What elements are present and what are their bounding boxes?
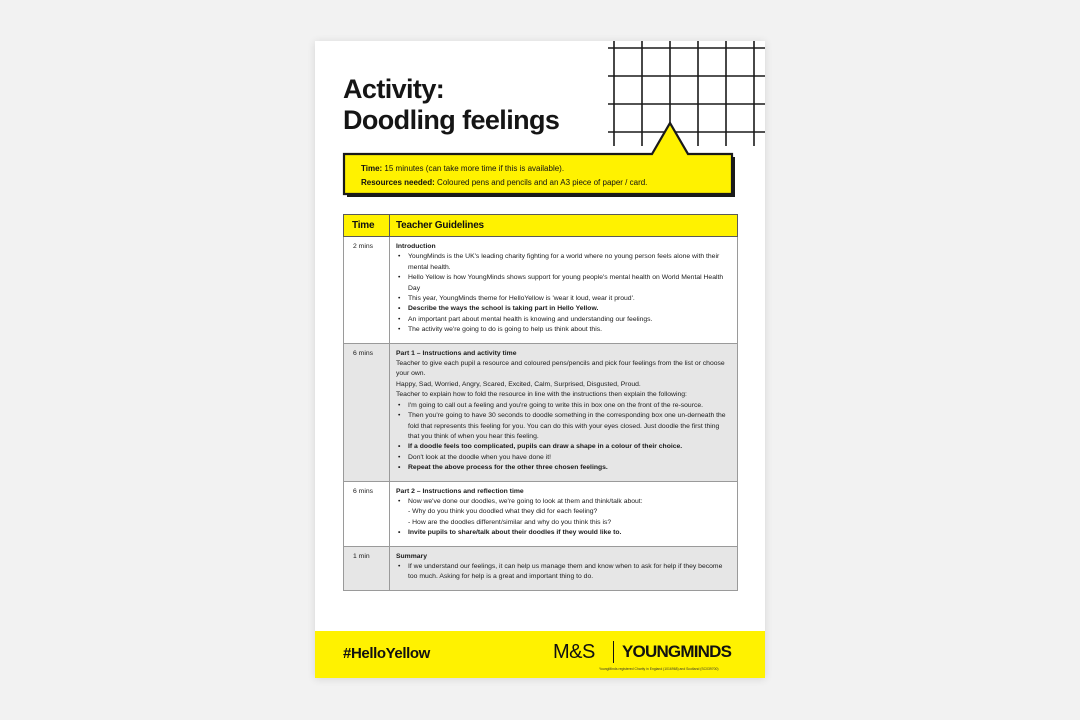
row-time: 6 mins bbox=[344, 343, 390, 481]
partner-logo: M&S bbox=[553, 641, 595, 663]
guideline-list bbox=[396, 401, 731, 474]
table-header-row bbox=[344, 215, 738, 237]
guideline-list bbox=[396, 497, 731, 539]
table-row bbox=[344, 481, 738, 546]
hashtag: #HelloYellow bbox=[343, 645, 430, 662]
resources-label: Resources needed: bbox=[361, 178, 435, 187]
title-line-2: Doodling feelings bbox=[343, 105, 560, 135]
list-item: • Now we've done our doodles, we're going to look at them and think/talk about: bbox=[396, 497, 731, 507]
list-item: - Why do you think you doodled what they did for each feeling? bbox=[408, 508, 598, 516]
list-item: • I'm going to call out a feeling and you're going to write this in box one on the front of the re-source. bbox=[396, 401, 731, 411]
charity-logo: YOUNGMINDS bbox=[622, 642, 732, 661]
row-time: 6 mins bbox=[344, 481, 390, 546]
time-value: 15 minutes (can take more time if this is available). bbox=[382, 164, 565, 173]
list-item: • Repeat the above process for the other three chosen feelings. bbox=[396, 463, 731, 473]
section-title: Summary bbox=[396, 552, 427, 560]
list-item: • This year, YoungMinds theme for HelloYellow is 'wear it loud, wear it proud'. bbox=[396, 294, 731, 304]
list-item: • Describe the ways the school is taking part in Hello Yellow. bbox=[396, 304, 731, 314]
header-time: Time bbox=[344, 215, 390, 237]
table-row bbox=[344, 237, 738, 344]
list-item: • If a doodle feels too complicated, pupils can draw a shape in a colour of their choice. bbox=[396, 442, 731, 452]
section-title: Part 1 – Instructions and activity time bbox=[396, 349, 517, 357]
list-item: - How are the doodles different/similar and why do you think this is? bbox=[408, 518, 612, 526]
row-guidelines bbox=[390, 343, 738, 481]
row-time: 2 mins bbox=[344, 237, 390, 344]
table-row bbox=[344, 546, 738, 590]
row-guidelines bbox=[390, 546, 738, 590]
header-guidelines: Teacher Guidelines bbox=[390, 215, 738, 237]
list-item: • Then you're going to have 30 seconds to doodle something in the corresponding box one un-derneath the fold that represents this feeling for you. You can do this with your eyes closed. Just doodle the first thing that you think of when you hear this feeling. bbox=[396, 411, 731, 442]
guideline-paragraph: Teacher to give each pupil a resource and coloured pens/pencils and pick four feelings from the list or choose your own. bbox=[396, 360, 725, 378]
row-guidelines bbox=[390, 481, 738, 546]
resources-info bbox=[361, 176, 731, 190]
row-time: 1 min bbox=[344, 546, 390, 590]
worksheet-page bbox=[315, 41, 765, 678]
section-title: Introduction bbox=[396, 243, 436, 250]
list-item: • YoungMinds is the UK's leading charity fighting for a world where no young person feels alone with their mental health. bbox=[396, 252, 731, 273]
guideline-list bbox=[396, 562, 731, 583]
activity-info bbox=[361, 162, 731, 190]
registration-note: YoungMinds registered Charity in England (1016968) and Scotland (SC039700) bbox=[599, 667, 719, 671]
footer-band bbox=[315, 631, 765, 678]
guideline-list bbox=[396, 252, 731, 335]
list-item: • Hello Yellow is how YoungMinds shows support for young people's mental health on World Mental Health Day bbox=[396, 273, 731, 294]
row-guidelines bbox=[390, 237, 738, 344]
guideline-paragraph: Happy, Sad, Worried, Angry, Scared, Excited, Calm, Surprised, Disgusted, Proud. bbox=[396, 380, 641, 388]
guideline-paragraph: Teacher to explain how to fold the resource in line with the instructions then explain the following: bbox=[396, 391, 687, 399]
time-info bbox=[361, 162, 731, 176]
title-line-1: Activity: bbox=[343, 74, 445, 104]
logo-divider bbox=[613, 641, 614, 663]
list-item: • If we understand our feelings, it can help us manage them and know when to ask for help if they become too much. Asking for help is a great and important thing to do. bbox=[396, 562, 731, 583]
table-row bbox=[344, 343, 738, 481]
resources-value: Coloured pens and pencils and an A3 piece of paper / card. bbox=[434, 178, 648, 187]
list-item: • Invite pupils to share/talk about their doodles if they would like to. bbox=[396, 528, 731, 538]
time-label: Time: bbox=[361, 164, 383, 173]
list-item: • The activity we're going to do is going to help us think about this. bbox=[396, 325, 731, 335]
list-item: • Don't look at the doodle when you have done it! bbox=[396, 453, 731, 463]
list-item: • An important part about mental health is knowing and understanding our feelings. bbox=[396, 315, 731, 325]
guidelines-table bbox=[343, 214, 738, 591]
section-title: Part 2 – Instructions and reflection time bbox=[396, 487, 524, 495]
